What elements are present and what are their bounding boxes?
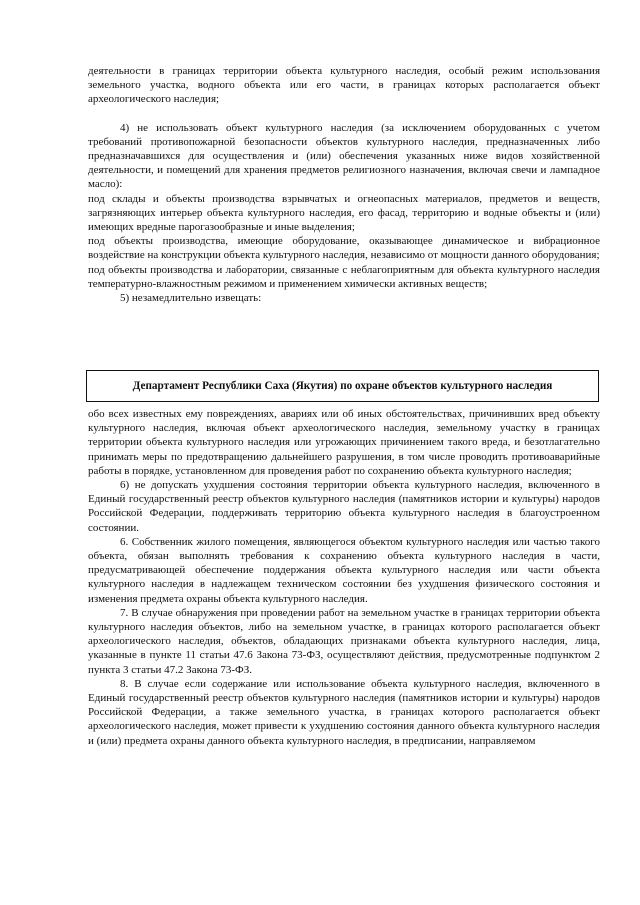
item-4-production: под объекты производства, имеющие оборудование, оказывающее динамическое и вибрационное воздействие на конструкции объекта культурного наследия, независимо от мощности данного оборудования; [88,235,600,262]
clause-7: 7. В случае обнаружения при проведении работ на земельном участке в границах территории объекта культурного наследия объектов, либо на земельном участке, в границах которого располагается объект археологического наследия, объектов, обладающих признаками объекта культурного наследия, лица, указанные в пункте 11 статьи 47.6 Закона 73-ФЗ, осуществляют действия, предусмотренные подпунктом 2 пункта 3 статьи 47.2 Закона 73-ФЗ. [88,606,600,676]
item-6: 6) не допускать ухудшения состояния территории объекта культурного наследия, включенного в Единый государственный реестр объектов культурного наследия (памятников истории и культуры) народов Российской Федерации, поддерживать территорию объекта культурного наследия в благоустроенном состоянии. [88,479,600,534]
paragraph-continuation: деятельности в границах территории объекта культурного наследия, особый режим использования земельного участка, водного объекта или его части, в границах которых располагается объект археологического наследия; [88,65,600,106]
top-text-block [88,64,600,305]
clause-6: 6. Собственник жилого помещения, являющегося объектом культурного наследия или частью такого объекта, обязан выполнять требования к сохранению объекта культурного наследия в части, предусматривающей обеспечение поддержания объекта культурного наследия или части объекта культурного наследия в надлежащем техническом состоянии без ухудшения физического состояния и изменения предмета охраны объекта культурного наследия. [88,535,600,605]
bottom-text-block [88,407,600,748]
item-4-storage: под склады и объекты производства взрывчатых и огнеопасных материалов, предметов и веществ, загрязняющих интерьер объекта культурного наследия, его фасад, территорию и водные объекты и (или) имеющих вредные парогазообразные и иные выделения; [88,192,600,234]
paragraph-gap [88,107,600,121]
item-4-laboratories: под объекты производства и лаборатории, связанные с неблагоприятным для объекта культурного наследия температурно-влажностным режимом и применением химически активных веществ; [88,263,600,290]
department-banner [86,370,599,402]
item-4: 4) не использовать объект культурного наследия (за исключением оборудованных с учетом требований противопожарной безопасности объектов культурного наследия, предназначенных либо предназначавшихся для осуществления и (или) обеспечения указанных ниже видов хозяйственной деятельности, и помещений для хранения предметов религиозного назначения, включая свечи и лампадное масло): [88,121,600,191]
item-5: 5) незамедлительно извещать: [120,292,262,305]
department-banner-text: Департамент Республики Саха (Якутия) по охране объектов культурного наследия [132,380,553,392]
item-5-continuation: обо всех известных ему повреждениях, авариях или об иных обстоятельствах, причинивших вред объекту культурного наследия, включая объект археологического наследия, земельному участку в границах территории объекта культурного наследия или угрожающих причинением такого вреда, и безотлагательно принимать меры по предотвращению дальнейшего разрушения, в том числе проводить противоаварийные работы в порядке, установленном для проведения работ по сохранению объекта культурного наследия; [88,408,600,477]
clause-8: 8. В случае если содержание или использование объекта культурного наследия, включенного в Единый государственный реестр объектов культурного наследия (памятников истории и культуры) народов Российской Федерации, а также земельного участка, в границах которого располагается объект археологического наследия, может привести к ухудшению состояния данного объекта культурного наследия и (или) предмета охраны данного объекта культурного наследия, в предписании, направляемом [88,677,600,747]
